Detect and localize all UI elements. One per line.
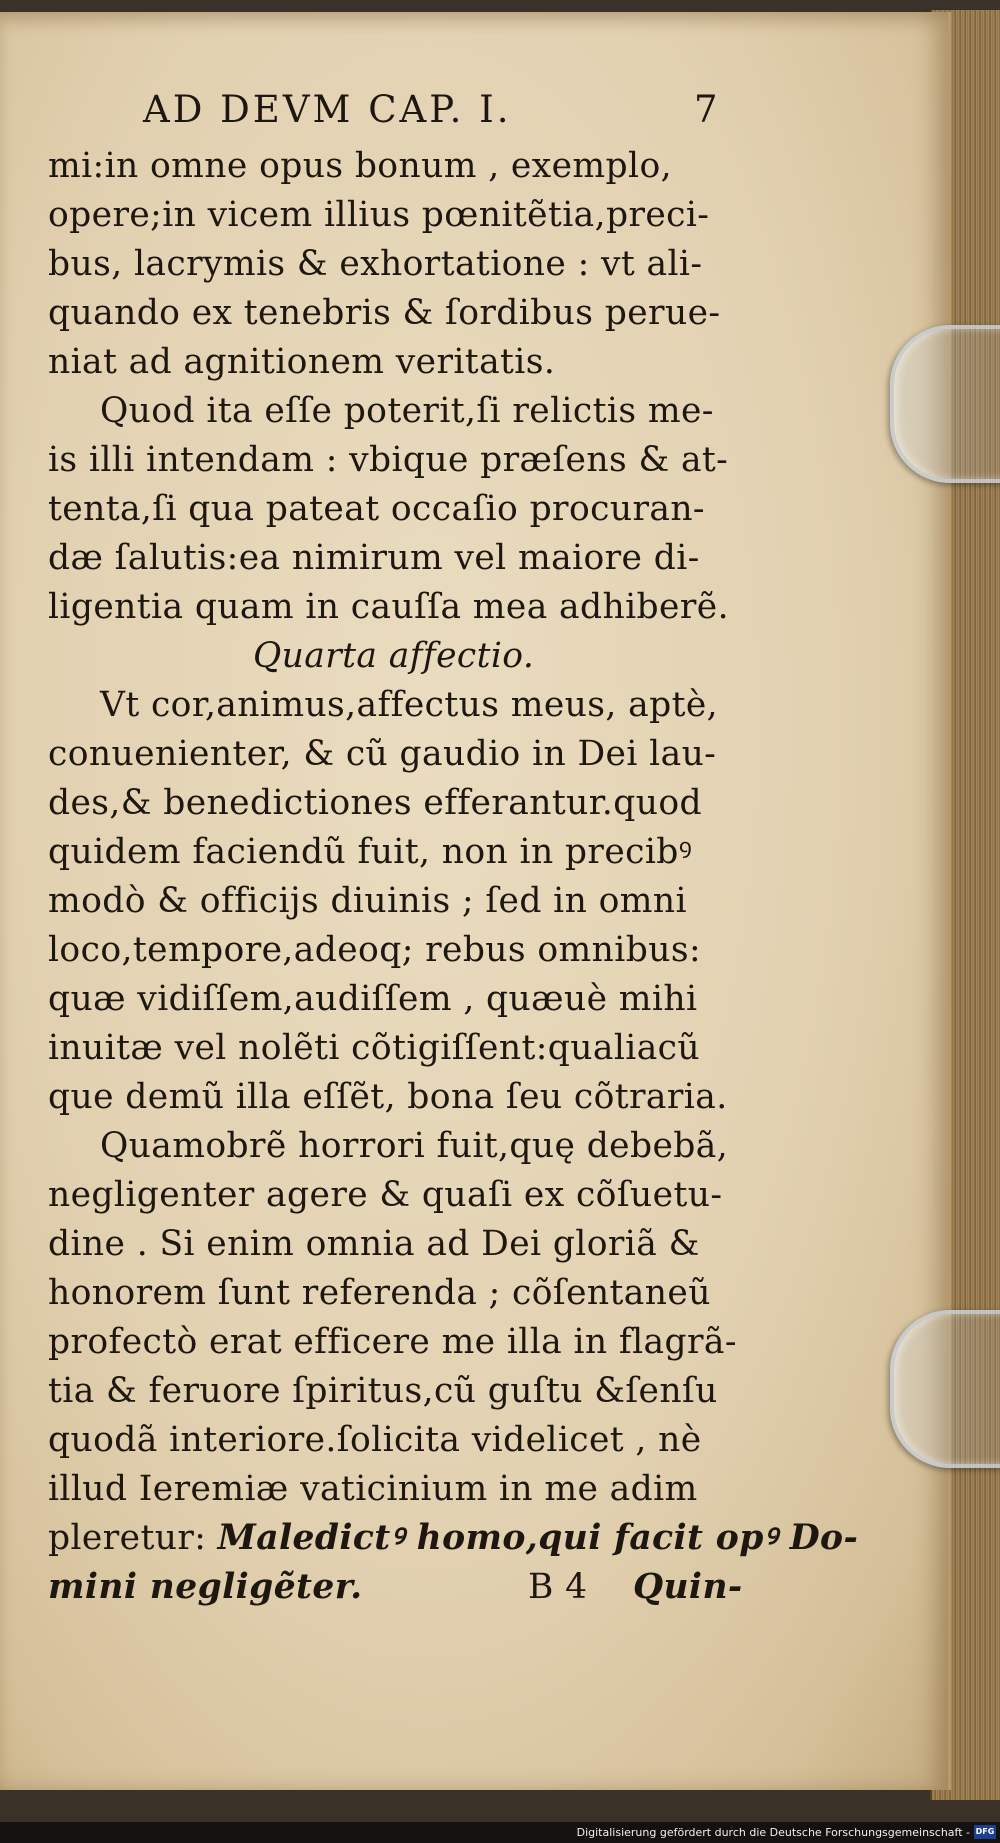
text-line: dine . Si enim omnia ad Dei gloriã & <box>48 1224 700 1264</box>
text-block <box>48 82 859 1612</box>
text-line-mixed <box>48 1514 859 1563</box>
page-clip-bottom <box>890 1310 1000 1468</box>
text-line: niat ad agnitionem veritatis. <box>48 342 556 382</box>
paragraph-start-line: Quamobrẽ horrori fuit,quę debebã, <box>100 1126 729 1166</box>
book-page <box>0 12 951 1790</box>
text-line: dæ ſalutis:ea nimirum vel maiore di- <box>48 538 700 578</box>
text-line: profectò erat efficere me illa in flagrã- <box>48 1322 737 1362</box>
text-line: loco,tempore,adeoq; rebus omnibus: <box>48 930 701 970</box>
quotation-italic: Maledictꝰ homo,qui facit opꝰ Do- <box>217 1518 859 1558</box>
running-title: AD DEVM CAP. I. <box>143 88 512 131</box>
text-line: quando ex tenebris & ſordibus perue- <box>48 293 721 333</box>
text-line: tenta,ſi qua pateat occaſio procuran- <box>48 489 705 529</box>
funding-credit: Digitalisierung gefördert durch die Deutsche Forschungsgemeinschaft - <box>576 1826 970 1839</box>
paragraph-start-line: Vt cor,animus,affectus meus, aptè, <box>100 685 719 725</box>
text-line: des,& benedictiones efferantur.quod <box>48 783 702 823</box>
text-line: tia & feruore ſpiritus,cũ guſtu &ſenſu <box>48 1371 718 1411</box>
text-line: bus, lacrymis & exhortatione : vt ali- <box>48 244 703 284</box>
page-clip-top <box>890 325 1000 483</box>
text-line: illud Ieremiæ vaticinium in me adim <box>48 1469 698 1509</box>
text-line: quidem faciendũ fuit, non in precibꝰ <box>48 832 693 872</box>
catchword: Quin- <box>633 1567 743 1607</box>
last-line <box>48 1563 743 1612</box>
text-line: ligentia quam in cauſſa mea adhiberẽ. <box>48 587 729 627</box>
text-line: conuenienter, & cũ gaudio in Dei lau- <box>48 734 717 774</box>
text-line: inuitæ vel nolẽti cõtigiſſent:qualiacũ <box>48 1028 701 1068</box>
text-line: quæ vidiſſem,audiſſem , quæuè mihi <box>48 979 698 1019</box>
text-line: mi:in omne opus bonum , exemplo, <box>48 146 672 186</box>
paragraph-start-line: Quod ita eſſe poterit,ſi relictis me- <box>100 391 714 431</box>
page-number: 7 <box>694 88 721 131</box>
quotation-italic-end: mini negligẽter. <box>48 1567 363 1607</box>
text-line: modò & officijs diuinis ; ſed in omni <box>48 881 687 921</box>
running-head <box>48 82 728 142</box>
text-line: que demũ illa eſſẽt, bona ſeu cõtraria. <box>48 1077 728 1117</box>
text-roman: pleretur: <box>48 1518 218 1558</box>
section-heading: Quarta affectio. <box>253 636 535 676</box>
signature-mark: B 4 <box>528 1567 588 1607</box>
dfg-logo-icon: DFG <box>974 1825 996 1839</box>
text-line: opere;in vicem illius pœnitẽtia,preci- <box>48 195 710 235</box>
text-line: quodã interiore.ſolicita videlicet , nè <box>48 1420 702 1460</box>
text-line: is illi intendam : vbique præſens & at- <box>48 440 729 480</box>
text-line: honorem ſunt referenda ; cõſentaneũ <box>48 1273 711 1313</box>
text-line: negligenter agere & quaſi ex cõſuetu- <box>48 1175 723 1215</box>
